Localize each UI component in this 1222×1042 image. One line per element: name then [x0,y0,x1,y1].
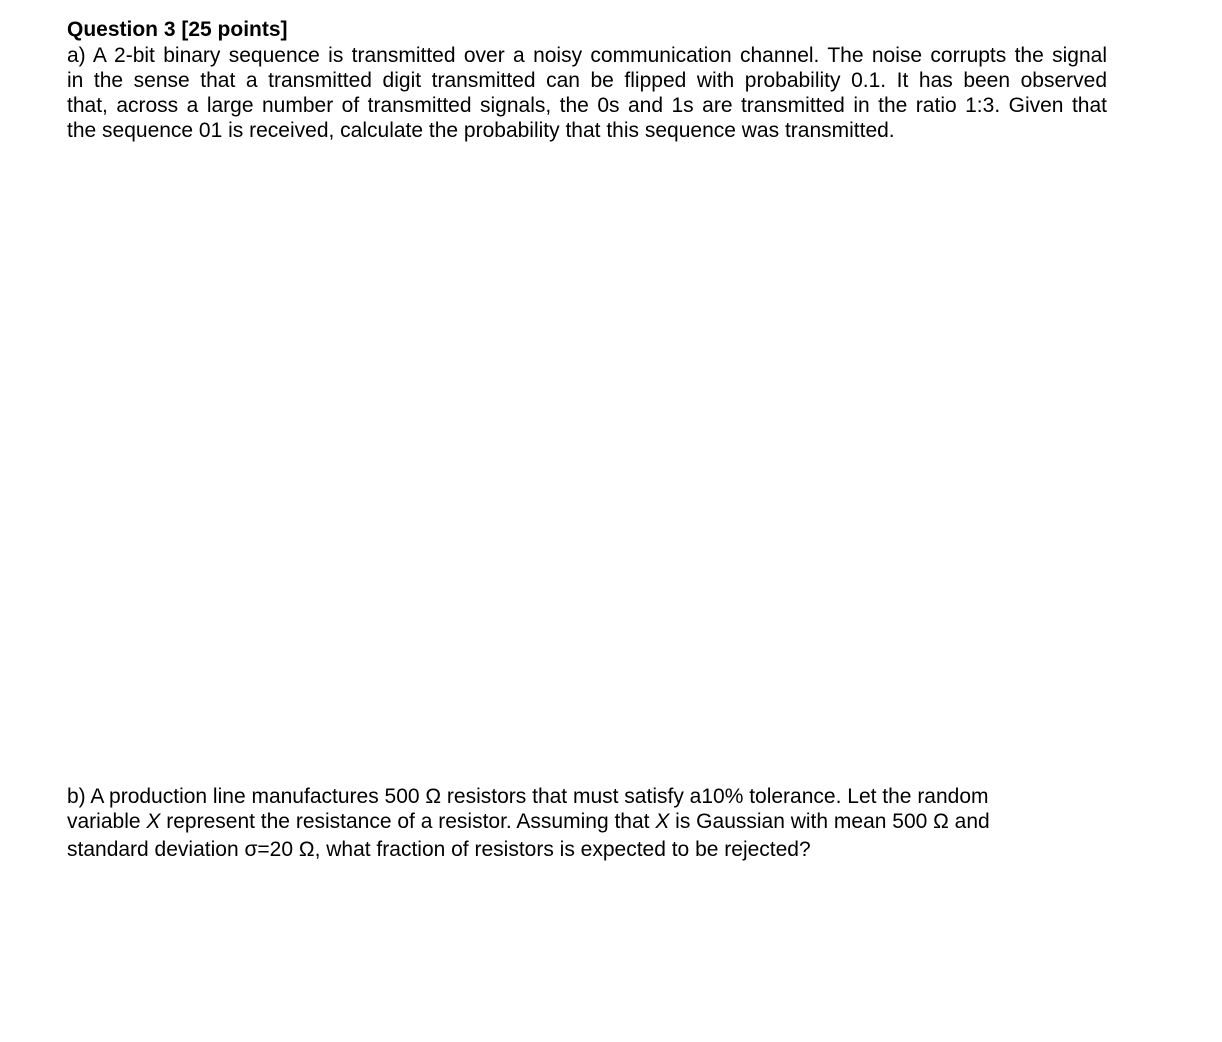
part-a-line-4: the sequence 01 is received, calculate the probability that this sequence was transmitted. [67,119,895,142]
part-b-line-2-start: variable [67,810,147,833]
part-a-line-2: in the sense that a transmitted digit transmitted can be flipped with probability 0.1. It has been observed [67,69,1107,92]
variable-x: X [655,810,670,833]
question-title: Question 3 [25 points] [67,18,288,41]
part-b-line-2-end: is Gaussian with mean 500 Ω and [669,810,990,833]
part-b-line-1: b) A production line manufactures 500 Ω resistors that must satisfy a10% tolerance. Let the random [67,785,989,808]
part-a-text [67,43,1107,143]
part-b-text [67,784,1057,862]
part-b-line-2 [67,809,1057,834]
part-a-line-1: a) A 2-bit binary sequence is transmitted over a noisy communication channel. The noise corrupts the signal [67,44,1107,67]
variable-x: X [146,810,161,833]
part-b-line-3: standard deviation σ=20 Ω, what fraction of resistors is expected to be rejected? [67,838,811,861]
part-b-line-2-middle: represent the resistance of a resistor. Assuming that [160,810,656,833]
part-a-line-3: that, across a large number of transmitted signals, the 0s and 1s are transmitted in the ratio 1:3. Given that [67,94,1107,117]
